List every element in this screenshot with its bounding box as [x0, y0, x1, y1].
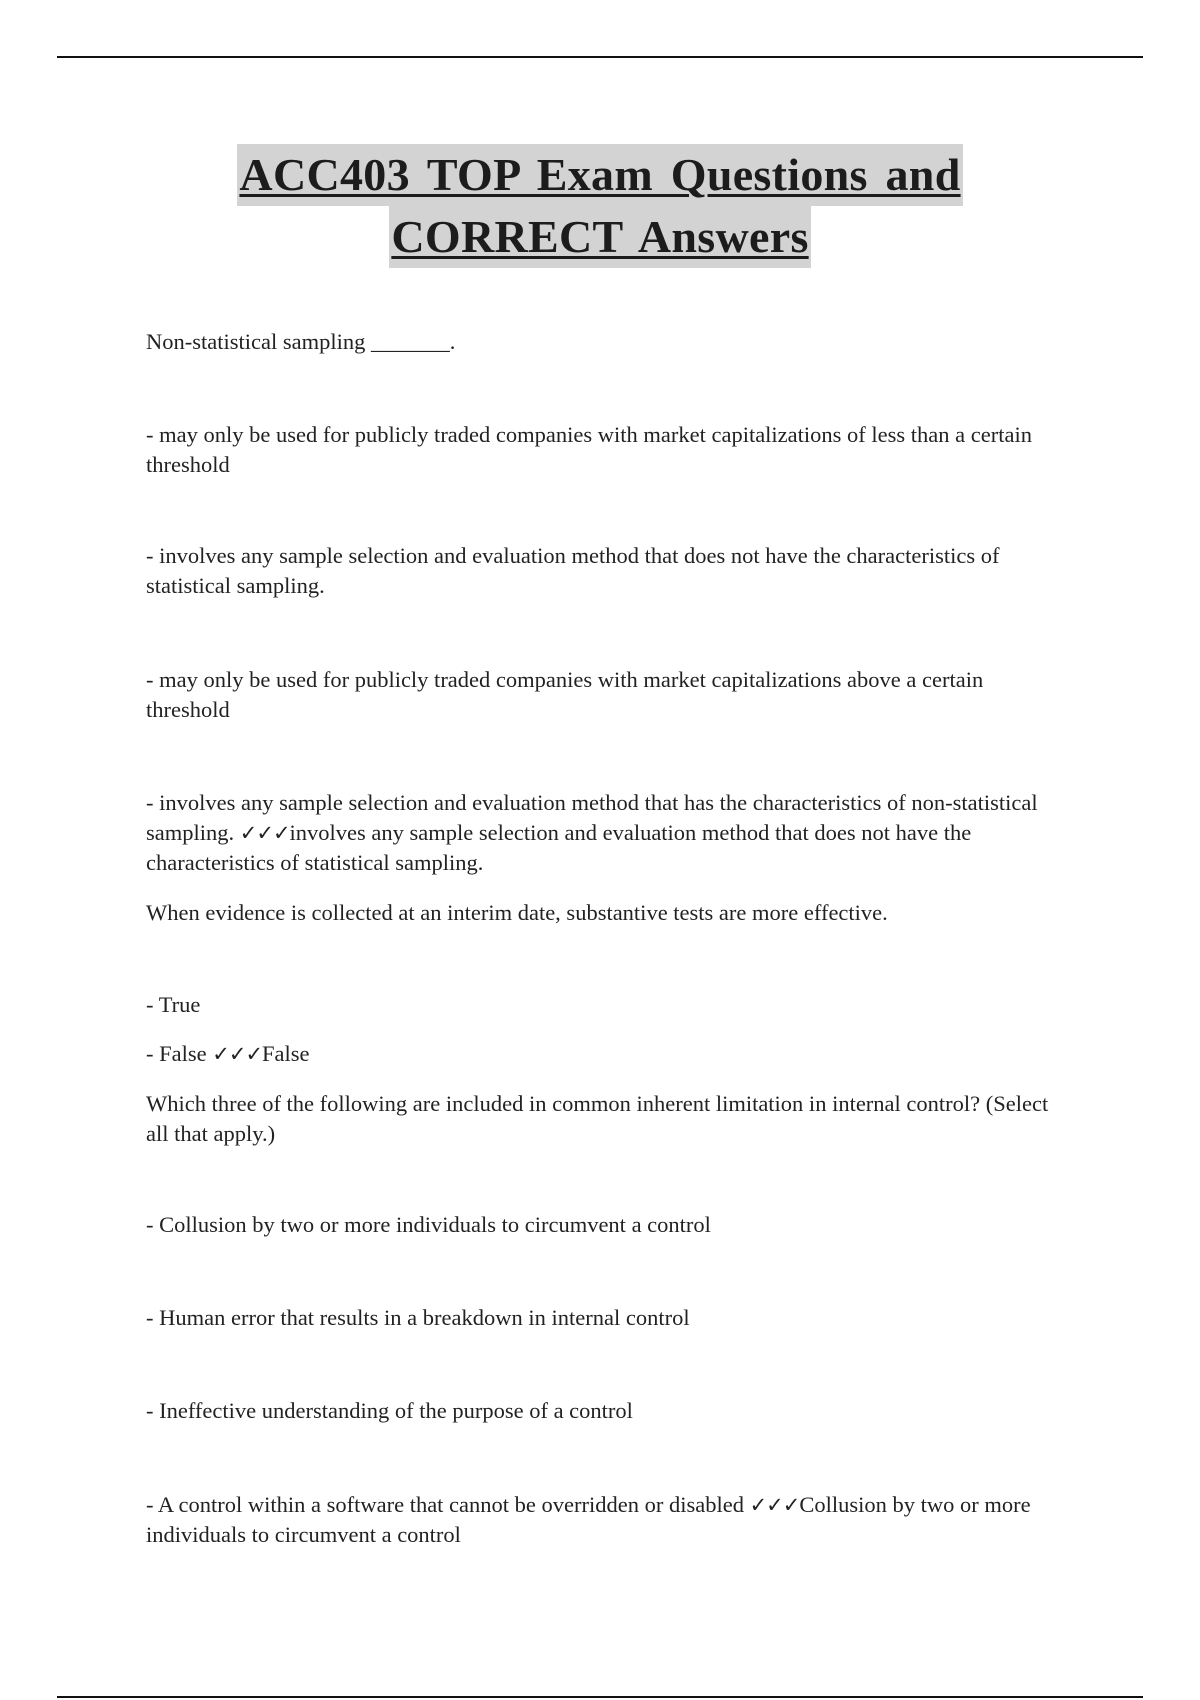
question-2-answer: False: [262, 1041, 310, 1066]
question-2-prompt: When evidence is collected at an interim date, substantive tests are more effective.: [146, 900, 888, 925]
question-2-option-1: - True: [146, 992, 201, 1017]
title-line-1: ACC403 TOP Exam Questions and: [237, 144, 962, 206]
question-1-option-4: - involves any sample selection and evaluation method that has the characteristics of non-statistical sampling.: [146, 790, 1038, 845]
checkmark-icon: ✓✓✓: [212, 1042, 263, 1066]
question-3-option-1: - Collusion by two or more individuals to circumvent a control: [146, 1212, 711, 1237]
checkmark-icon: ✓✓✓: [239, 821, 290, 845]
question-1-prompt: Non-statistical sampling _______.: [146, 329, 456, 354]
question-1-answer: involves any sample selection and evaluation method that does not have the characteristics of statistical sampling.: [146, 820, 972, 875]
document-title: [0, 144, 1200, 268]
question-3-answer: Collusion by two or more individuals to circumvent a control: [146, 1492, 1031, 1547]
question-2-option-2: - False: [146, 1041, 207, 1066]
question-1-option-1: - may only be used for publicly traded companies with market capitalizations of less than a certain threshold: [146, 422, 1032, 477]
question-1-option-2: - involves any sample selection and evaluation method that does not have the characteristics of statistical sampling.: [146, 543, 1000, 598]
bottom-rule: [57, 1696, 1143, 1698]
question-1-option-3: - may only be used for publicly traded companies with market capitalizations above a certain threshold: [146, 667, 984, 722]
checkmark-icon: ✓✓✓: [749, 1493, 800, 1517]
question-3-option-4: - A control within a software that cannot be overridden or disabled: [146, 1492, 744, 1517]
question-2-option-2-with-answer: [146, 1039, 1066, 1069]
question-3-option-2: - Human error that results in a breakdown in internal control: [146, 1305, 690, 1330]
top-rule: [57, 56, 1143, 58]
title-line-2: CORRECT Answers: [389, 206, 810, 268]
question-3-option-4-with-answer: [146, 1490, 1066, 1550]
question-3-option-3: - Ineffective understanding of the purpose of a control: [146, 1398, 633, 1423]
question-1-option-4-with-answer: [146, 788, 1066, 878]
question-3-prompt: Which three of the following are included in common inherent limitation in internal control? (Select all that apply.): [146, 1091, 1049, 1146]
